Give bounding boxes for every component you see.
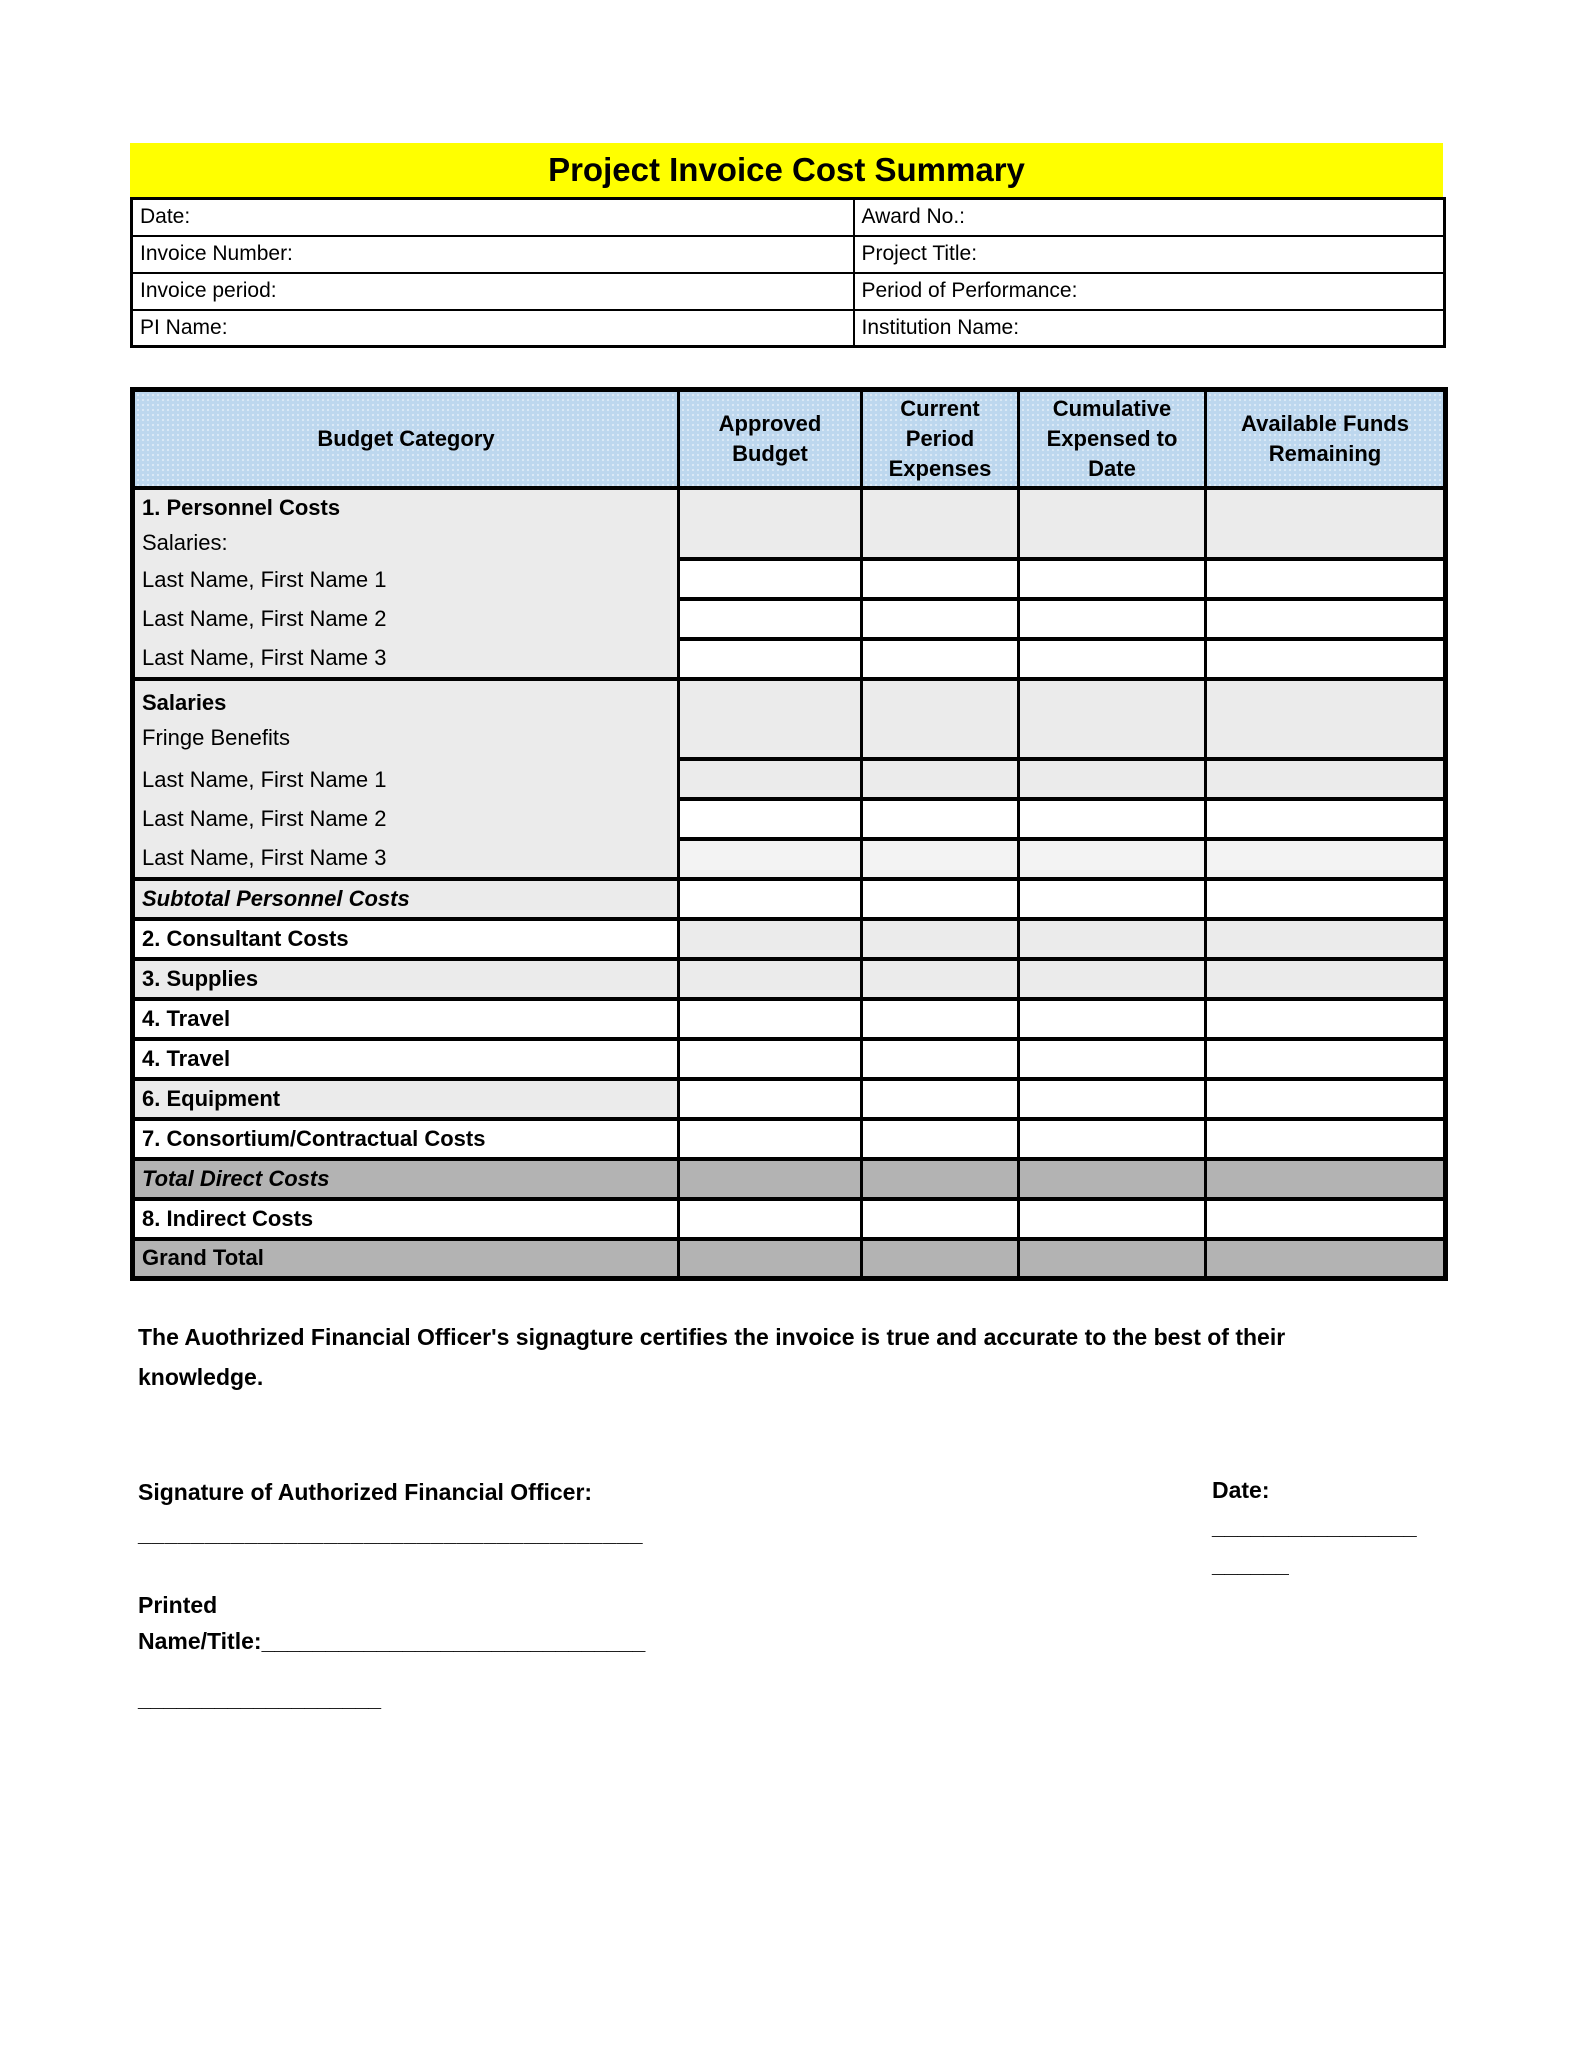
info-cell-award-no[interactable] [854,199,1445,236]
amount-cell[interactable] [1019,1239,1206,1279]
amount-cell[interactable] [679,839,862,879]
info-label-invoice-period: Invoice period: [140,279,277,302]
amount-cell[interactable] [679,1239,862,1279]
amount-cell[interactable] [1019,639,1206,679]
invoice-info-table [130,197,1446,348]
category-cell-subtotal-personnel: Subtotal Personnel Costs [133,879,679,919]
table-header-row [133,390,1446,488]
name-title-label: Name/Title: [138,1628,262,1654]
table-row [133,1039,1446,1079]
table-row [132,273,1445,310]
amount-cell[interactable] [1206,639,1446,679]
category-cell-total-direct-costs: Total Direct Costs [133,1159,679,1199]
info-cell-invoice-period[interactable] [132,273,854,310]
amount-cell[interactable] [1019,1079,1206,1119]
amount-cell[interactable] [862,879,1019,919]
amount-cell[interactable] [1019,919,1206,959]
category-cell-fringe-benefits [133,679,679,879]
info-label-date: Date: [140,205,191,229]
certification-line-2: knowledge. [138,1364,264,1390]
amount-cell[interactable] [1019,879,1206,919]
page-title-text: Project Invoice Cost Summary [548,151,1025,188]
amount-cell[interactable] [862,1239,1019,1279]
table-row [133,1199,1446,1239]
amount-cell[interactable] [679,679,862,760]
amount-cell[interactable] [1206,1079,1446,1119]
personnel-name-label: Last Name, First Name 3 [142,844,387,870]
amount-cell[interactable] [862,799,1019,839]
table-row [132,310,1445,347]
info-cell-pi-name[interactable] [132,310,854,347]
amount-cell[interactable] [1019,959,1206,999]
amount-cell[interactable] [679,759,862,799]
budget-summary-table [130,387,1448,1281]
amount-cell[interactable] [679,799,862,839]
amount-cell[interactable] [1206,839,1446,879]
amount-cell[interactable] [1019,679,1206,760]
info-label-project-title: Project Title: [861,242,978,265]
category-cell-consortium-contractual: 7. Consortium/Contractual Costs [133,1119,679,1159]
page-title [130,143,1443,197]
category-subtitle: Fringe Benefits [142,725,290,750]
category-cell-equipment: 6. Equipment [133,1079,679,1119]
amount-cell[interactable] [1206,759,1446,799]
amount-cell[interactable] [679,919,862,959]
amount-cell[interactable] [1206,679,1446,760]
amount-cell[interactable] [679,959,862,999]
category-cell-indirect-costs: 8. Indirect Costs [133,1199,679,1239]
category-subtitle: Salaries: [142,529,228,555]
amount-cell[interactable] [1206,999,1446,1039]
personnel-name-label: Last Name, First Name 1 [142,566,387,592]
category-cell-consultant-costs: 2. Consultant Costs [133,919,679,959]
amount-cell[interactable] [1019,599,1206,639]
amount-cell[interactable] [1019,799,1206,839]
amount-cell[interactable] [679,1079,862,1119]
amount-cell[interactable] [1206,1239,1446,1279]
amount-cell[interactable] [862,959,1019,999]
amount-cell[interactable] [862,999,1019,1039]
amount-cell[interactable] [1206,1119,1446,1159]
amount-cell[interactable] [679,559,862,599]
signature-line[interactable]: ______________________________________ [138,1520,644,1546]
amount-cell[interactable] [1206,879,1446,919]
amount-cell[interactable] [679,1119,862,1159]
printed-label: Printed [138,1592,218,1618]
amount-cell[interactable] [679,1159,862,1199]
category-cell-grand-total: Grand Total [133,1239,679,1279]
info-cell-project-title[interactable] [854,236,1445,273]
amount-cell[interactable] [1206,1199,1446,1239]
signature-label: Signature of Authorized Financial Officer: [138,1479,593,1505]
amount-cell[interactable] [1019,1199,1206,1239]
amount-cell[interactable] [1019,999,1206,1039]
table-row [133,679,1446,760]
personnel-name-label: Last Name, First Name 3 [142,644,387,670]
amount-cell[interactable] [1019,759,1206,799]
amount-cell[interactable] [679,639,862,679]
table-row [133,1159,1446,1199]
amount-cell[interactable] [862,1159,1019,1199]
amount-cell[interactable] [862,1199,1019,1239]
amount-cell[interactable] [1019,1039,1206,1079]
amount-cell[interactable] [679,599,862,639]
info-cell-institution-name[interactable] [854,310,1445,347]
category-title: 1. Personnel Costs [142,494,341,520]
amount-cell[interactable] [679,488,862,559]
table-row [132,199,1445,236]
info-label-invoice-number: Invoice Number: [140,242,293,265]
certification-line-1: The Auothrized Financial Officer's signagture certifies the invoice is true and accurate to the best of their [138,1324,1286,1350]
amount-cell[interactable] [862,759,1019,799]
table-row [133,1239,1446,1279]
certification-statement [138,1317,1418,1397]
table-row [133,1119,1446,1159]
amount-cell[interactable] [679,1199,862,1239]
category-cell-travel-1: 4. Travel [133,999,679,1039]
amount-cell[interactable] [862,639,1019,679]
amount-cell[interactable] [862,488,1019,559]
info-cell-period-of-performance[interactable] [854,273,1445,310]
amount-cell[interactable] [679,1039,862,1079]
personnel-name-label: Last Name, First Name 1 [142,766,387,792]
column-header-approved-budget: Approved Budget [679,390,862,488]
category-cell-personnel-costs [133,488,679,679]
amount-cell[interactable] [1206,959,1446,999]
info-label-institution-name: Institution Name: [861,315,1020,339]
amount-cell[interactable] [679,879,862,919]
column-header-current-period-expenses: Current Period Expenses [862,390,1019,488]
info-cell-date[interactable] [132,199,854,236]
amount-cell[interactable] [862,679,1019,760]
info-label-pi-name: PI Name: [140,315,228,339]
column-header-cumulative-expensed: Cumulative Expensed to Date [1019,390,1206,488]
amount-cell[interactable] [1206,1159,1446,1199]
amount-cell[interactable] [862,919,1019,959]
amount-cell[interactable] [1206,919,1446,959]
amount-cell[interactable] [1206,599,1446,639]
date-label: Date: [1212,1477,1270,1503]
column-header-available-funds: Available Funds Remaining [1206,390,1446,488]
amount-cell[interactable] [679,999,862,1039]
amount-cell[interactable] [1206,488,1446,559]
signature-section [130,1317,1443,1712]
category-cell-travel-2: 4. Travel [133,1039,679,1079]
amount-cell[interactable] [862,1039,1019,1079]
amount-cell[interactable] [1206,799,1446,839]
amount-cell[interactable] [1019,839,1206,879]
amount-cell[interactable] [1206,559,1446,599]
table-row [133,919,1446,959]
table-row [133,1079,1446,1119]
amount-cell[interactable] [1019,559,1206,599]
amount-cell[interactable] [1019,1159,1206,1199]
info-cell-invoice-number[interactable] [132,236,854,273]
table-row [133,959,1446,999]
personnel-name-label: Last Name, First Name 2 [142,805,387,831]
date-signature-line-2[interactable]: ______ [1212,1551,1289,1577]
amount-cell[interactable] [862,1079,1019,1119]
amount-cell[interactable] [862,839,1019,879]
info-label-award-no: Award No.: [861,205,965,229]
name-title-field[interactable] [138,1623,1443,1659]
category-title: Salaries [142,690,227,715]
table-row [133,879,1446,919]
amount-cell[interactable] [1206,1039,1446,1079]
personnel-name-label: Last Name, First Name 2 [142,605,387,631]
table-row [133,488,1446,559]
name-title-line: ______________________________ [261,1628,646,1654]
table-row [132,236,1445,273]
amount-cell[interactable] [862,559,1019,599]
column-header-budget-category: Budget Category [133,390,679,488]
amount-cell[interactable] [862,599,1019,639]
amount-cell[interactable] [862,1119,1019,1159]
date-signature-line[interactable]: ________________ [1212,1513,1417,1539]
table-row [133,999,1446,1039]
amount-cell[interactable] [1019,488,1206,559]
category-cell-supplies: 3. Supplies [133,959,679,999]
name-title-line-2[interactable]: ___________________ [138,1685,382,1711]
info-label-period-of-performance: Period of Performance: [861,279,1078,302]
amount-cell[interactable] [1019,1119,1206,1159]
